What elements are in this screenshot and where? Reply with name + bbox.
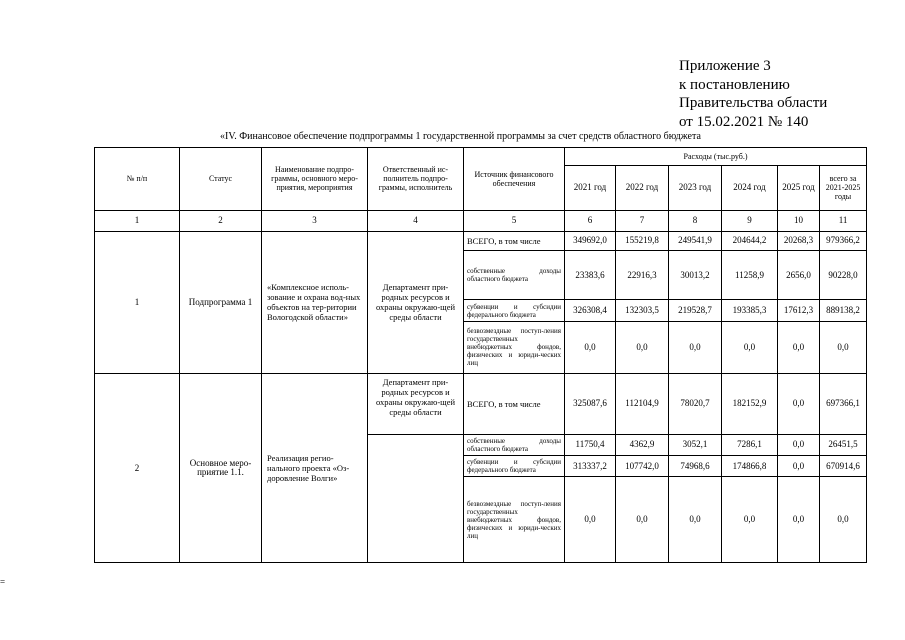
row-executor: Департамент при-родных ресурсов и охраны окружаю-щей среды области (368, 374, 464, 435)
column-number: 4 (368, 210, 464, 231)
column-number: 5 (464, 210, 565, 231)
column-number: 2 (180, 210, 262, 231)
financing-table (94, 147, 867, 563)
source-cell: собственные доходы областного бюджета (464, 250, 565, 299)
value-cell: 22916,3 (616, 250, 669, 299)
value-cell: 0,0 (778, 374, 820, 435)
column-number: 11 (820, 210, 867, 231)
value-cell: 0,0 (778, 477, 820, 563)
value-cell: 174866,8 (722, 455, 778, 476)
margin-mark: = (0, 577, 6, 587)
executor-empty-cell (368, 434, 464, 562)
source-cell: субвенции и субсидии федерального бюджета (464, 300, 565, 321)
appendix-block (679, 57, 827, 131)
row-name: «Комплексное исполь-зование и охрана вод-ных объектов на тер-ритории Вологодской области» (262, 231, 368, 373)
value-cell: 697366,1 (820, 374, 867, 435)
value-cell: 219528,7 (669, 300, 722, 321)
header-year: 2023 год (669, 166, 722, 210)
header-expenses: Расходы (тыс.руб.) (565, 148, 867, 166)
source-cell: субвенции и субсидии федерального бюджета (464, 455, 565, 476)
value-cell: 182152,9 (722, 374, 778, 435)
appendix-date-line: от 15.02.2021 № 140 (679, 113, 809, 130)
value-cell: 78020,7 (669, 374, 722, 435)
value-cell: 0,0 (722, 321, 778, 374)
value-cell: 889138,2 (820, 300, 867, 321)
header-num: № п/п (95, 148, 180, 211)
appendix-line: Правительства области (679, 95, 828, 111)
row-number: 2 (95, 374, 180, 563)
row-executor: Департамент при-родных ресурсов и охраны окружаю-щей среды области (368, 231, 464, 373)
source-cell: ВСЕГО, в том числе (464, 231, 565, 250)
value-cell: 112104,9 (616, 374, 669, 435)
header-total: всего за 2021-2025 годы (820, 166, 867, 210)
value-cell: 670914,6 (820, 455, 867, 476)
row-status: Основное меро-приятие 1.1. (180, 374, 262, 563)
header-status: Статус (180, 148, 262, 211)
row-number: 1 (95, 231, 180, 373)
value-cell: 0,0 (565, 321, 616, 374)
appendix-line: Приложение 3 (679, 58, 771, 74)
column-number: 10 (778, 210, 820, 231)
value-cell: 0,0 (669, 321, 722, 374)
value-cell: 2656,0 (778, 250, 820, 299)
value-cell: 204644,2 (722, 231, 778, 250)
value-cell: 4362,9 (616, 434, 669, 455)
header-year: 2024 год (722, 166, 778, 210)
column-number: 8 (669, 210, 722, 231)
value-cell: 26451,5 (820, 434, 867, 455)
value-cell: 193385,3 (722, 300, 778, 321)
row-name: Реализация регио-нального проекта «Оз-доровление Волги» (262, 374, 368, 563)
value-cell: 0,0 (616, 477, 669, 563)
source-cell: ВСЕГО, в том числе (464, 374, 565, 435)
header-year: 2021 год (565, 166, 616, 210)
header-year: 2025 год (778, 166, 820, 210)
table-row (95, 231, 867, 250)
value-cell: 313337,2 (565, 455, 616, 476)
value-cell: 155219,8 (616, 231, 669, 250)
column-number: 9 (722, 210, 778, 231)
value-cell: 0,0 (820, 477, 867, 563)
value-cell: 11258,9 (722, 250, 778, 299)
value-cell: 0,0 (820, 321, 867, 374)
value-cell: 107742,0 (616, 455, 669, 476)
column-number: 7 (616, 210, 669, 231)
header-year: 2022 год (616, 166, 669, 210)
value-cell: 90228,0 (820, 250, 867, 299)
source-cell: собственные доходы областного бюджета (464, 434, 565, 455)
value-cell: 0,0 (778, 434, 820, 455)
value-cell: 17612,3 (778, 300, 820, 321)
value-cell: 132303,5 (616, 300, 669, 321)
value-cell: 20268,3 (778, 231, 820, 250)
source-cell: безвозмездные поступ-ления государственных внебюджетных фондов, физических и юриди-ческих лиц (464, 477, 565, 563)
value-cell: 325087,6 (565, 374, 616, 435)
value-cell: 11750,4 (565, 434, 616, 455)
value-cell: 349692,0 (565, 231, 616, 250)
value-cell: 0,0 (722, 477, 778, 563)
column-number: 3 (262, 210, 368, 231)
column-number-row (95, 210, 867, 231)
value-cell: 0,0 (565, 477, 616, 563)
value-cell: 30013,2 (669, 250, 722, 299)
value-cell: 7286,1 (722, 434, 778, 455)
header-executor: Ответственный ис-полнитель подпро-граммы, исполнитель (368, 148, 464, 211)
source-cell: безвозмездные поступ-ления государственных внебюджетных фондов, физических и юриди-ческих лиц (464, 321, 565, 374)
value-cell: 0,0 (669, 477, 722, 563)
value-cell: 0,0 (778, 455, 820, 476)
column-number: 1 (95, 210, 180, 231)
header-row (95, 148, 867, 166)
value-cell: 249541,9 (669, 231, 722, 250)
value-cell: 979366,2 (820, 231, 867, 250)
value-cell: 3052,1 (669, 434, 722, 455)
value-cell: 0,0 (778, 321, 820, 374)
table-row (95, 374, 867, 435)
value-cell: 23383,6 (565, 250, 616, 299)
appendix-line: к постановлению (679, 76, 790, 93)
row-status: Подпрограмма 1 (180, 231, 262, 373)
value-cell: 74968,6 (669, 455, 722, 476)
header-name: Наименование подпро-граммы, основного меро-приятия, мероприятия (262, 148, 368, 211)
table-title: «IV. Финансовое обеспечение подпрограммы 1 государственной программы за счет средств областного бюджета (220, 131, 701, 142)
column-number: 6 (565, 210, 616, 231)
header-source: Источник финансового обеспечения (464, 148, 565, 211)
value-cell: 326308,4 (565, 300, 616, 321)
value-cell: 0,0 (616, 321, 669, 374)
